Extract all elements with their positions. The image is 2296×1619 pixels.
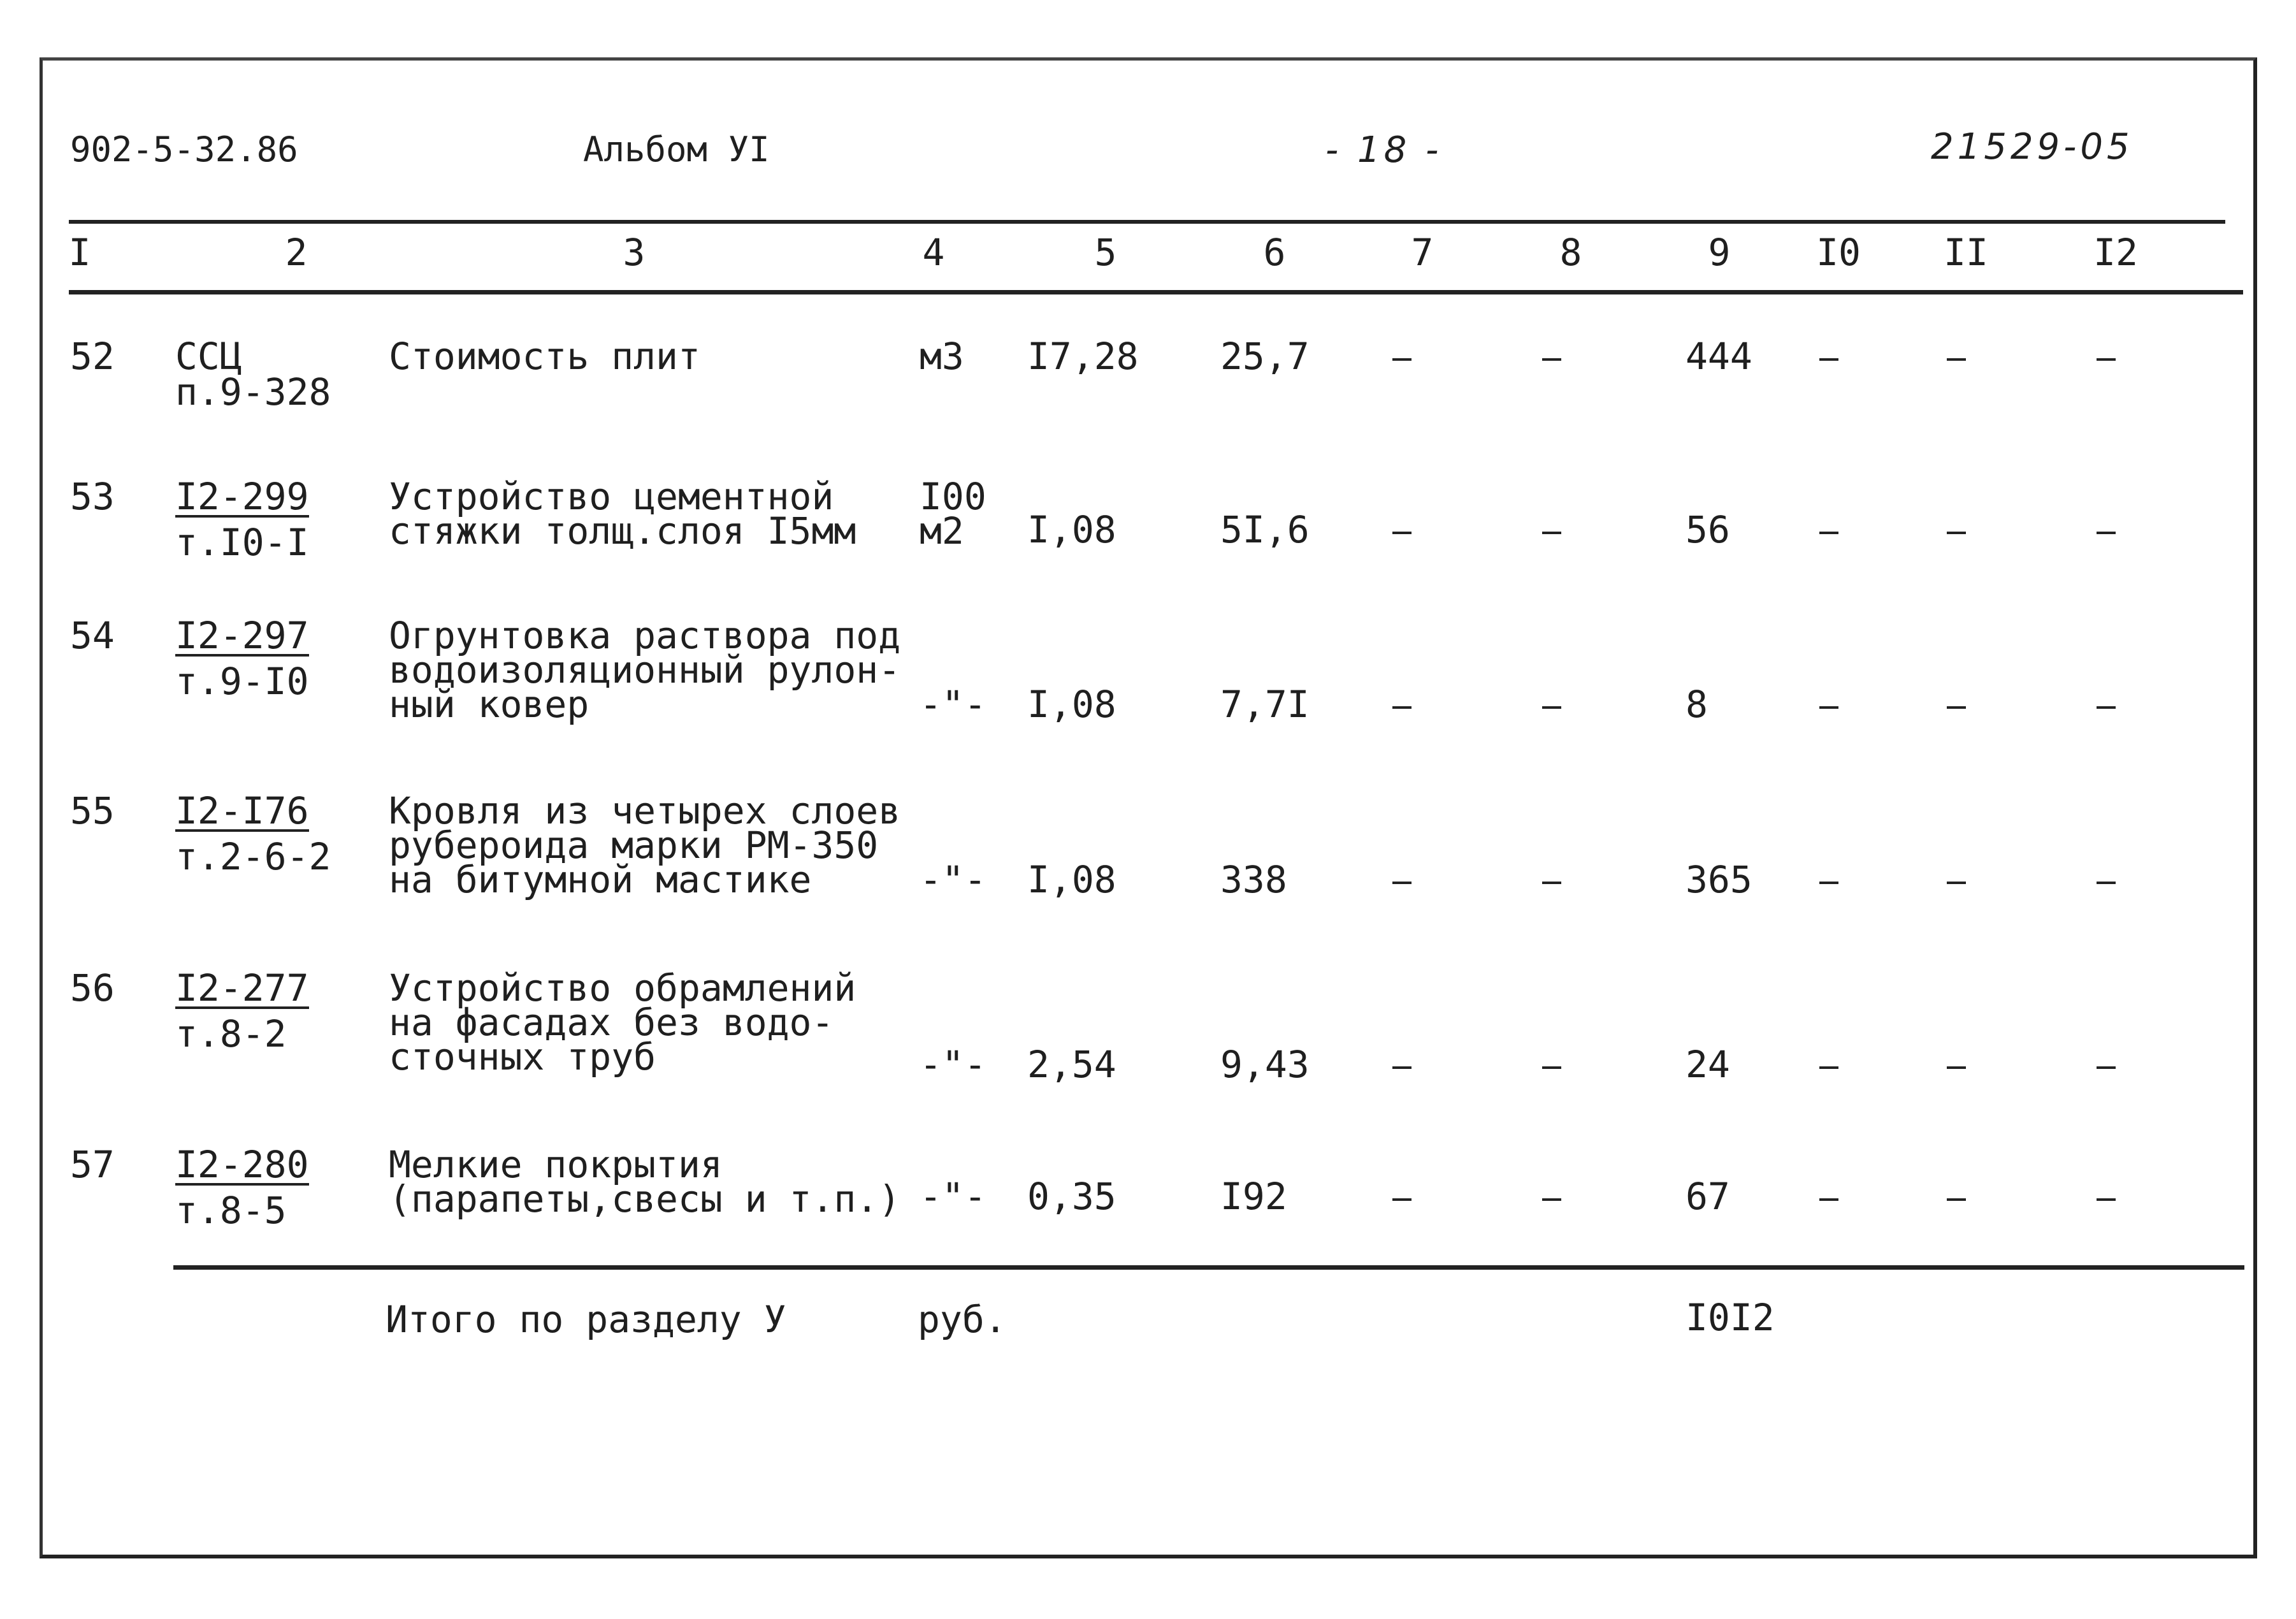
total-unit: руб. [918, 1298, 1007, 1341]
empty-value-dash [1819, 882, 1838, 884]
rate-code [175, 614, 309, 657]
header-top-rule [69, 220, 2225, 224]
rate-code-main: I2-277 [175, 966, 309, 1010]
unit-price: 338 [1220, 858, 1287, 901]
column-number: 4 [922, 231, 945, 274]
work-description-line: сточных труб [389, 1035, 656, 1078]
empty-value-dash [1542, 1066, 1561, 1069]
unit: I00 [920, 475, 986, 518]
empty-value-dash [1542, 358, 1561, 361]
empty-value-dash [1819, 358, 1838, 361]
empty-value-dash [1392, 1198, 1412, 1201]
page-number: - 18 - [1325, 129, 1443, 171]
column-number: 5 [1094, 231, 1117, 274]
column-number: 7 [1411, 231, 1434, 274]
quantity: I7,28 [1027, 335, 1139, 378]
quantity: I,08 [1027, 683, 1116, 726]
total-cost: 444 [1686, 335, 1752, 378]
unit: -"- [920, 1043, 986, 1086]
row-number: 56 [70, 966, 115, 1010]
empty-value-dash [1542, 532, 1561, 534]
empty-value-dash [1819, 1066, 1838, 1069]
quantity: 2,54 [1027, 1043, 1116, 1086]
empty-value-dash [1819, 706, 1838, 709]
work-description-line: Огрунтовка раствора под [389, 614, 901, 657]
column-number: I2 [2093, 231, 2138, 274]
total-rule [173, 1265, 2244, 1270]
quantity: 0,35 [1027, 1175, 1116, 1218]
work-description-line: Устройство обрамлений [389, 966, 856, 1010]
empty-value-dash [1392, 358, 1412, 361]
unit-price: 7,7I [1220, 683, 1310, 726]
column-number: 6 [1263, 231, 1286, 274]
rate-code-table: т.2-6-2 [175, 835, 331, 878]
rate-code-main: I2-280 [175, 1143, 309, 1186]
work-description-line: (парапеты,свесы и т.п.) [389, 1177, 901, 1221]
unit: м3 [920, 335, 964, 378]
total-cost: 56 [1686, 508, 1730, 551]
empty-value-dash [1819, 1198, 1838, 1201]
rate-code-table: т.8-2 [175, 1012, 287, 1056]
page-frame [40, 57, 2257, 1558]
row-number: 53 [70, 475, 115, 518]
work-description-line: Кровля из четырех слоев [389, 789, 901, 832]
total-cost: 365 [1686, 858, 1752, 901]
empty-value-dash [1947, 1198, 1966, 1201]
empty-value-dash [2097, 358, 2116, 361]
work-description-line: Устройство цементной [389, 475, 834, 518]
archive-stamp: 21529-05 [1931, 126, 2134, 168]
column-number: 2 [285, 231, 308, 274]
rate-code [175, 789, 309, 832]
unit-price: 9,43 [1220, 1043, 1310, 1086]
work-description-line: стяжки толщ.слоя I5мм [389, 509, 856, 553]
column-number: 8 [1559, 231, 1582, 274]
empty-value-dash [2097, 1198, 2116, 1201]
empty-value-dash [1392, 532, 1412, 534]
rate-code-table: т.I0-I [175, 521, 309, 564]
rate-code-main: I2-297 [175, 614, 309, 657]
empty-value-dash [1392, 706, 1412, 709]
empty-value-dash [1947, 706, 1966, 709]
column-number: I [68, 231, 91, 274]
rate-code [175, 475, 309, 518]
empty-value-dash [1947, 532, 1966, 534]
total-value: I0I2 [1686, 1296, 1775, 1339]
empty-value-dash [1819, 532, 1838, 534]
rate-code-table: т.9-I0 [175, 660, 309, 703]
total-label: Итого по разделу У [386, 1298, 786, 1341]
empty-value-dash [2097, 882, 2116, 884]
empty-value-dash [1947, 358, 1966, 361]
rate-code-main: ССЦ [175, 335, 242, 378]
rate-code-main: I2-I76 [175, 789, 309, 832]
empty-value-dash [2097, 1066, 2116, 1069]
unit: -"- [920, 858, 986, 901]
unit-price: 25,7 [1220, 335, 1310, 378]
work-description-line: Мелкие покрытия [389, 1143, 723, 1186]
column-number: I0 [1816, 231, 1861, 274]
empty-value-dash [1542, 882, 1561, 884]
document-code: 902-5-32.86 [70, 129, 298, 170]
rate-code [175, 335, 242, 378]
quantity: I,08 [1027, 858, 1116, 901]
column-number: 3 [623, 231, 646, 274]
unit-price: I92 [1220, 1175, 1287, 1218]
empty-value-dash [1392, 1066, 1412, 1069]
album-label: Альбом УI [583, 129, 770, 170]
empty-value-dash [1392, 882, 1412, 884]
work-description-line: на битумной мастике [389, 858, 812, 901]
work-description-line: водоизоляционный рулон- [389, 648, 901, 692]
work-description-line: Стоимость плит [389, 335, 700, 378]
empty-value-dash [1947, 882, 1966, 884]
unit: -"- [920, 683, 986, 726]
empty-value-dash [2097, 706, 2116, 709]
row-number: 55 [70, 789, 115, 832]
quantity: I,08 [1027, 508, 1116, 551]
row-number: 54 [70, 614, 115, 657]
rate-code-table: п.9-328 [175, 370, 331, 414]
column-number: 9 [1708, 231, 1731, 274]
work-description-line: рубероида марки РМ-350 [389, 824, 879, 867]
work-description-line: на фасадах без водо- [389, 1001, 834, 1044]
rate-code [175, 1143, 309, 1186]
header-bottom-rule [69, 290, 2243, 294]
unit: м2 [920, 509, 964, 553]
empty-value-dash [2097, 532, 2116, 534]
work-description-line: ный ковер [389, 683, 589, 726]
total-cost: 8 [1686, 683, 1708, 726]
empty-value-dash [1947, 1066, 1966, 1069]
empty-value-dash [1542, 1198, 1561, 1201]
rate-code [175, 966, 309, 1010]
rate-code-table: т.8-5 [175, 1189, 287, 1232]
empty-value-dash [1542, 706, 1561, 709]
row-number: 52 [70, 335, 115, 378]
column-number: II [1944, 231, 1988, 274]
total-cost: 67 [1686, 1175, 1730, 1218]
rate-code-main: I2-299 [175, 475, 309, 518]
unit: -"- [920, 1175, 986, 1218]
total-cost: 24 [1686, 1043, 1730, 1086]
row-number: 57 [70, 1143, 115, 1186]
unit-price: 5I,6 [1220, 508, 1310, 551]
